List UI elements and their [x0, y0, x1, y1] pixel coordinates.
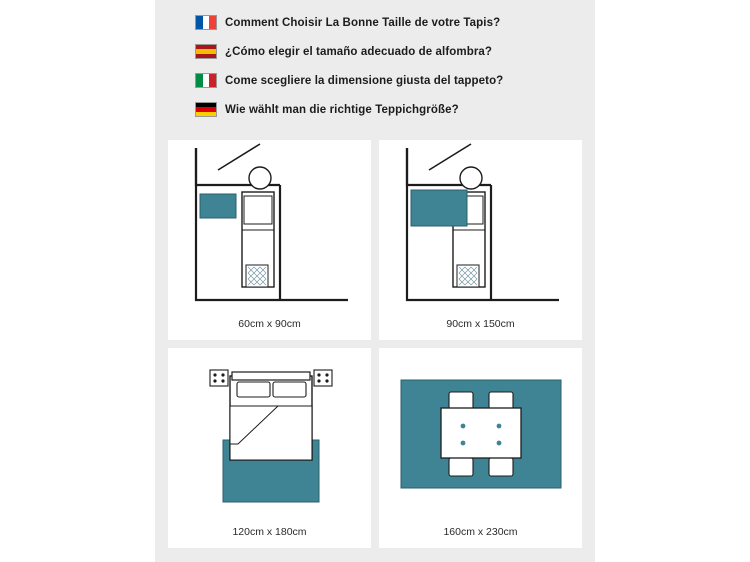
rug-size-caption-120x180: 120cm x 180cm [232, 526, 307, 538]
diagram-dining-table [379, 348, 582, 518]
rug-size-caption-90x150: 90cm x 150cm [446, 318, 515, 330]
flag-italy-icon [195, 73, 217, 88]
title-text-spanish: ¿Cómo elegir el tamaño adecuado de alfombra? [225, 45, 493, 58]
title-row-german [195, 97, 595, 122]
title-text-french: Comment Choisir La Bonne Taille de votre Tapis? [225, 16, 501, 29]
rug-size-card-160x230[interactable] [379, 348, 582, 548]
infographic-panel [155, 0, 595, 562]
rug-size-caption-60x90: 60cm x 90cm [238, 318, 301, 330]
rug-size-card-60x90[interactable] [168, 140, 371, 340]
title-text-italian: Come scegliere la dimensione giusta del tappeto? [225, 74, 504, 87]
flag-spain-icon [195, 44, 217, 59]
flag-france-icon [195, 15, 217, 30]
flag-germany-icon [195, 102, 217, 117]
title-list [155, 10, 595, 126]
rug-size-card-90x150[interactable] [379, 140, 582, 340]
diagram-bedside-large [379, 140, 582, 310]
diagram-bedside-small [168, 140, 371, 310]
card-grid [168, 140, 582, 548]
title-text-german: Wie wählt man die richtige Teppichgröße? [225, 103, 459, 116]
rug-size-caption-160x230: 160cm x 230cm [443, 526, 518, 538]
diagram-bed-foot [168, 348, 371, 518]
title-row-spanish [195, 39, 595, 64]
title-row-french [195, 10, 595, 35]
title-row-italian [195, 68, 595, 93]
rug-size-card-120x180[interactable] [168, 348, 371, 548]
